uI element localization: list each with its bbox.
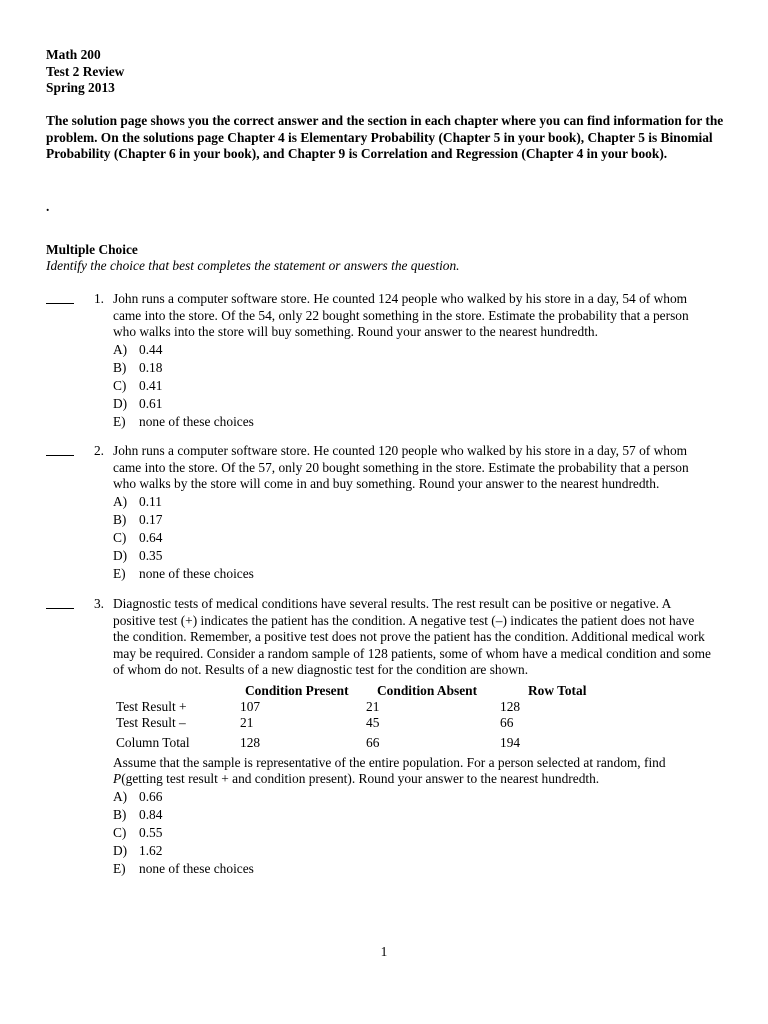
answer-blank[interactable]	[46, 291, 74, 304]
section-heading: Multiple Choice	[46, 242, 138, 257]
document-title: Test 2 Review	[46, 63, 125, 79]
choice-b[interactable]: B) 0.84	[113, 806, 163, 822]
choice-list	[113, 493, 713, 583]
table-cell: 21	[366, 698, 380, 714]
contingency-table	[113, 679, 713, 751]
choice-a[interactable]: A) 0.11	[113, 493, 162, 509]
table-row-label: Test Result –	[116, 714, 186, 730]
table-row-label: Column Total	[116, 734, 190, 750]
answer-blank[interactable]	[46, 443, 74, 456]
table-cell: 66	[500, 714, 514, 730]
choice-e[interactable]: E) none of these choices	[113, 565, 254, 581]
table-cell: 128	[240, 734, 261, 750]
term: Spring 2013	[46, 80, 115, 95]
choice-c[interactable]: C) 0.41	[113, 377, 163, 393]
choice-c[interactable]: C) 0.55	[113, 824, 163, 840]
question-number: 3.	[93, 596, 104, 611]
section-instruction: Identify the choice that best completes the statement or answers the question.	[46, 258, 460, 273]
course-name: Math 200	[46, 47, 101, 62]
table-cell: 128	[500, 698, 521, 714]
table-row-label: Test Result +	[116, 698, 187, 714]
choice-list	[113, 341, 713, 431]
choice-list	[113, 788, 713, 878]
question-text: John runs a computer software store. He counted 120 people who walked by his store in a day, 57 of whom came into the store. Of the 57, only 20 bought something in the store. Estimate the probability that a person who walks by the store will come in and buy something. Round your answer to the nearest hundredth.	[113, 443, 689, 491]
table-header-condition-present: Condition Present	[245, 682, 349, 698]
choice-d[interactable]: D) 1.62	[113, 842, 163, 858]
question-text: Diagnostic tests of medical conditions have several results. The rest result can be positive or negative. A positive test (+) indicates the patient has the condition. A negative test (–) indicates the patient does not have the condition. Remember, a positive test does not prove the patient has the condition. Additional medical work may be required. Consider a random sample of 128 patients, some of whom have a medical condition and some of whom do not. Results of a new diagnostic test for the condition are shown.	[113, 596, 711, 677]
table-cell: 21	[240, 714, 254, 730]
choice-e[interactable]: E) none of these choices	[113, 413, 254, 429]
table-cell: 45	[366, 714, 380, 730]
stray-dot: .	[46, 199, 50, 214]
table-header-condition-absent: Condition Absent	[377, 682, 478, 698]
choice-e[interactable]: E) none of these choices	[113, 860, 254, 876]
table-cell: 194	[500, 734, 521, 750]
page-number: 1	[380, 944, 388, 959]
question-number: 2.	[93, 443, 104, 458]
table-cell: 107	[240, 698, 261, 714]
choice-c[interactable]: C) 0.64	[113, 529, 163, 545]
choice-d[interactable]: D) 0.35	[113, 547, 163, 563]
question-number: 1.	[93, 291, 104, 306]
choice-b[interactable]: B) 0.18	[113, 359, 163, 375]
choice-a[interactable]: A) 0.44	[113, 341, 163, 357]
table-header-row-total: Row Total	[528, 682, 587, 698]
table-cell: 66	[366, 734, 380, 750]
document-header	[46, 47, 124, 97]
question-followup-text: Assume that the sample is representative of the entire population. For a person selected at random, find P(getting test result + and condition present). Round your answer to the nearest hundredth.	[113, 754, 666, 786]
choice-d[interactable]: D) 0.61	[113, 395, 163, 411]
question-text: John runs a computer software store. He counted 124 people who walked by his store in a day, 54 of whom came into the store. Of the 54, only 22 bought something in the store. Estimate the probability that a person who walks into the store will buy something. Round your answer to the nearest hundredth.	[113, 291, 689, 339]
answer-blank[interactable]	[46, 596, 74, 609]
choice-b[interactable]: B) 0.17	[113, 511, 163, 527]
intro-paragraph: The solution page shows you the correct answer and the section in each chapter where you can find information for the problem. On the solutions page Chapter 4 is Elementary Probability (Chapter 5 in your book), Chapter 5 is Binomial Probability (Chapter 6 in your book), and Chapter 9 is Correlation and Regression (Chapter 4 in your book).	[46, 113, 724, 161]
choice-a[interactable]: A) 0.66	[113, 788, 163, 804]
